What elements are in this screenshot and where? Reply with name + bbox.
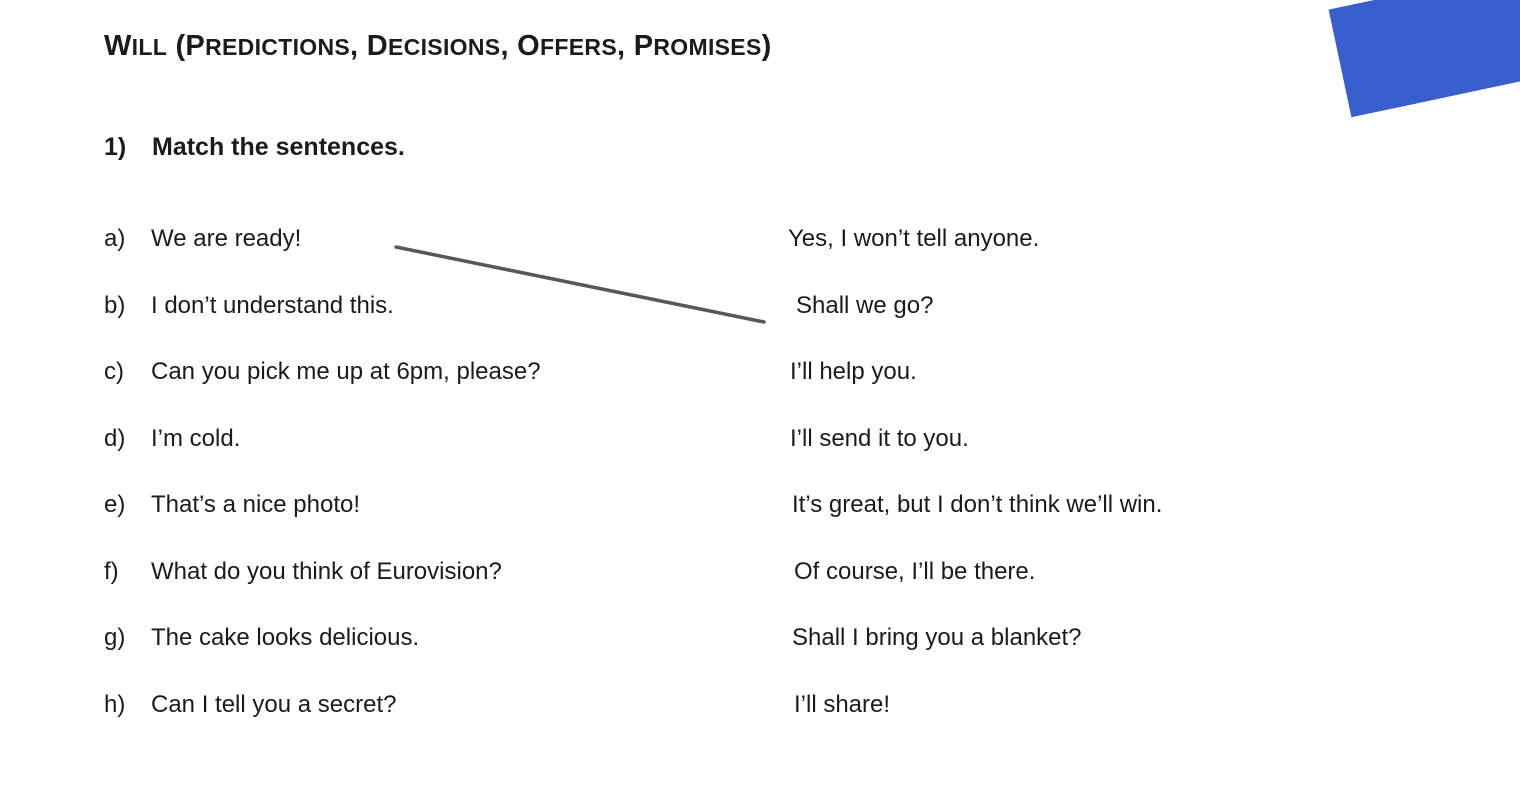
right-item-7[interactable]: Shall I bring you a blanket? — [792, 624, 1082, 651]
left-item-b[interactable] — [104, 292, 394, 320]
left-item-d[interactable] — [104, 425, 240, 453]
match-row — [104, 425, 1404, 492]
left-item-a-text: We are ready! — [151, 225, 302, 252]
right-item-5[interactable]: It’s great, but I don’t think we’ll win. — [792, 491, 1163, 518]
left-item-b-label: b) — [104, 291, 126, 319]
left-item-d-text: I’m cold. — [151, 424, 241, 452]
left-item-e-text: That’s a nice photo! — [151, 491, 361, 518]
match-row — [104, 624, 1404, 691]
right-item-3[interactable]: I’ll help you. — [790, 358, 917, 385]
left-item-a-label: a) — [104, 225, 126, 252]
left-item-g[interactable] — [104, 624, 419, 652]
match-row — [104, 358, 1404, 425]
exercise-number: 1) — [104, 133, 127, 161]
exercise-heading — [104, 133, 405, 162]
match-row — [104, 691, 1404, 758]
left-item-h-label: h) — [104, 690, 126, 718]
left-item-b-text: I don’t understand this. — [151, 291, 394, 319]
right-item-1[interactable]: Yes, I won’t tell anyone. — [788, 225, 1040, 252]
page-title — [104, 30, 772, 63]
match-row — [104, 491, 1404, 558]
left-item-c-label: c) — [104, 358, 124, 385]
left-item-a[interactable] — [104, 225, 301, 253]
left-item-f-label: f) — [104, 557, 119, 585]
match-row — [104, 292, 1404, 359]
left-item-g-text: The cake looks delicious. — [151, 624, 420, 651]
left-item-h[interactable] — [104, 691, 396, 719]
left-item-d-label: d) — [104, 424, 126, 452]
right-item-8[interactable]: I’ll share! — [794, 690, 891, 718]
matching-exercise — [104, 225, 1404, 755]
match-row — [104, 225, 1404, 292]
left-item-c[interactable] — [104, 358, 541, 386]
left-item-f-text: What do you think of Eurovision? — [151, 557, 502, 585]
left-item-e[interactable] — [104, 491, 360, 519]
exercise-instruction: Match the sentences. — [152, 133, 405, 161]
left-item-g-label: g) — [104, 624, 126, 651]
left-item-f[interactable] — [104, 558, 502, 586]
decorative-corner-shape — [1329, 0, 1520, 117]
page-title-text: WILL (PREDICTIONS, DECISIONS, OFFERS, PROMISES) — [104, 30, 772, 62]
right-item-6[interactable]: Of course, I’ll be there. — [794, 557, 1036, 585]
left-item-h-text: Can I tell you a secret? — [151, 690, 397, 718]
right-item-2[interactable]: Shall we go? — [796, 291, 934, 319]
right-item-4[interactable]: I’ll send it to you. — [790, 424, 969, 452]
match-row — [104, 558, 1404, 625]
left-item-c-text: Can you pick me up at 6pm, please? — [151, 358, 541, 385]
left-item-e-label: e) — [104, 491, 126, 518]
